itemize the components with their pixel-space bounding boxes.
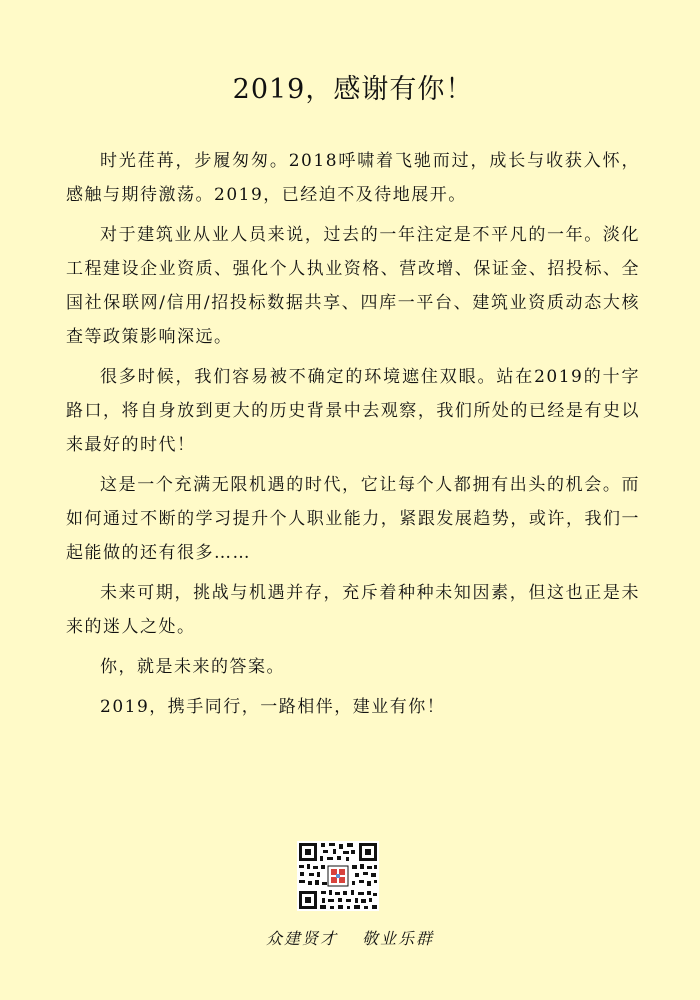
qr-code-icon xyxy=(297,841,379,911)
paragraph-1: 时光荏苒，步履匆匆。2018呼啸着飞驰而过，成长与收获入怀，感触与期待激荡。2019，已经迫不及待地展开。 xyxy=(66,151,640,205)
paragraph-7: 2019，携手同行，一路相伴，建业有你！ xyxy=(100,697,446,717)
letter-body xyxy=(66,144,640,724)
footer-slogan xyxy=(0,926,700,949)
footer-slogan-right: 敬业乐群 xyxy=(362,929,435,948)
paragraph-3: 很多时候，我们容易被不确定的环境遮住双眼。站在2019的十字路口，将自身放到更大的历史背景中去观察，我们所处的已经是有史以来最好的时代！ xyxy=(66,367,640,455)
paragraph-5: 未来可期，挑战与机遇并存，充斥着种种未知因素，但这也正是未来的迷人之处。 xyxy=(66,583,640,637)
paragraph-2: 对于建筑业从业人员来说，过去的一年注定是不平凡的一年。淡化工程建设企业资质、强化个人执业资格、营改增、保证金、招投标、全国社保联网/信用/招投标数据共享、四库一平台、建筑业资质动态大核查等政策影响深远。 xyxy=(66,225,640,347)
footer-slogan-left: 众建贤才 xyxy=(265,929,338,948)
paragraph-4: 这是一个充满无限机遇的时代，它让每个人都拥有出头的机会。而如何通过不断的学习提升个人职业能力，紧跟发展趋势，或许，我们一起能做的还有很多…… xyxy=(66,475,640,563)
page-title: 2019，感谢有你！ xyxy=(232,74,474,105)
paragraph-6: 你，就是未来的答案。 xyxy=(100,657,285,677)
